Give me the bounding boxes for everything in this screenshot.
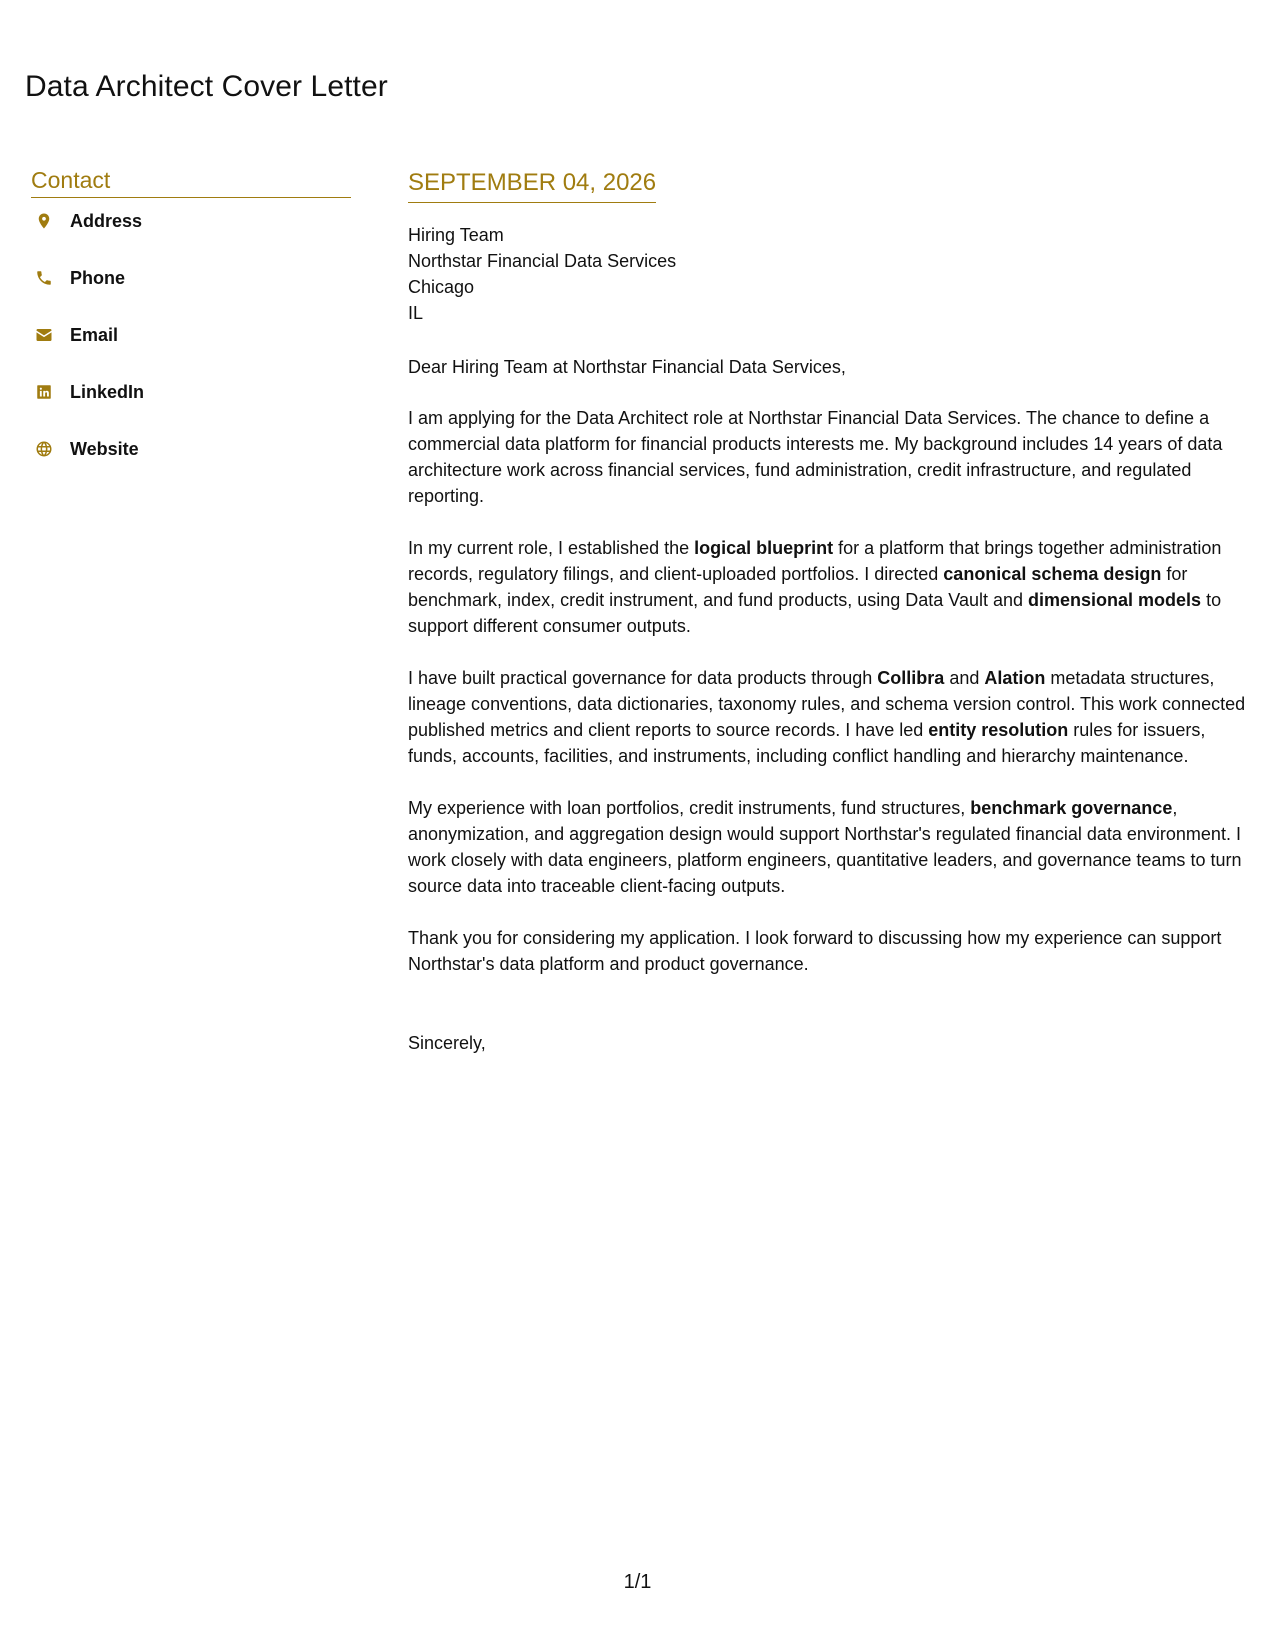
- closing: Sincerely,: [408, 1033, 486, 1053]
- contact-item-website[interactable]: [31, 436, 351, 462]
- salutation: Dear Hiring Team at Northstar Financial Data Services,: [408, 357, 846, 377]
- contact-heading: Contact: [31, 166, 351, 198]
- paragraph-2: [408, 535, 1253, 639]
- paragraph-3-bold-3: entity resolution: [928, 720, 1069, 740]
- paragraph-1: I am applying for the Data Architect role at Northstar Financial Data Services. The chance to define a commercial data platform for financial products interests me. My background includes 14 years of data architecture work across financial services, fund administration, credit infrastructure, and regulated reporting.: [408, 408, 1223, 506]
- recipient-line-2: Northstar Financial Data Services: [408, 251, 677, 271]
- paragraph-4-bold-1: benchmark governance: [970, 798, 1173, 818]
- recipient-line-4: IL: [408, 303, 424, 323]
- paragraph-3-text-4: rules for issuers, funds, accounts, facilities, and instruments, including conflict handling and hierarchy maintenance.: [408, 720, 1206, 766]
- phone-icon: [32, 266, 56, 290]
- contact-label-email: Email: [70, 324, 119, 345]
- contact-label-phone: Phone: [70, 267, 126, 288]
- paragraph-2-text-4: to support different consumer outputs.: [408, 590, 1222, 636]
- paragraph-3-text-3: metadata structures, lineage conventions, data dictionaries, taxonomy rules, and schema version control. This work connected published metrics and client reports to source records. I have led: [408, 668, 1246, 740]
- contact-label-website: Website: [70, 438, 139, 459]
- paragraph-5: Thank you for considering my application. I look forward to discussing how my experience can support Northstar's data platform and product governance.: [408, 928, 1222, 974]
- contact-item-linkedin[interactable]: [31, 379, 351, 405]
- paragraph-3: [408, 665, 1253, 769]
- contact-item-phone[interactable]: [31, 265, 351, 291]
- envelope-icon: [32, 323, 56, 347]
- recipient-line-1: Hiring Team: [408, 225, 504, 245]
- paragraph-2-bold-1: logical blueprint: [694, 538, 834, 558]
- map-pin-icon: [32, 209, 56, 233]
- paragraph-2-text-1: In my current role, I established the: [408, 538, 695, 558]
- contact-label-address: Address: [70, 210, 143, 231]
- recipient-line-3: Chicago: [408, 277, 475, 297]
- recipient-address: [408, 222, 1253, 326]
- paragraph-2-bold-3: dimensional models: [1028, 590, 1202, 610]
- contact-sidebar: [31, 166, 351, 493]
- letter-date: SEPTEMBER 04, 2026: [408, 169, 657, 196]
- contact-item-address[interactable]: [31, 208, 351, 234]
- paragraph-3-text-2: and: [944, 668, 985, 688]
- paragraph-4-text-2: , anonymization, and aggregation design would support Northstar's regulated financial data environment. I work closely with data engineers, platform engineers, quantitative leaders, and governance teams to turn source data into traceable client-facing outputs.: [408, 798, 1242, 896]
- linkedin-icon: [32, 380, 56, 404]
- contact-label-linkedin: LinkedIn: [70, 381, 145, 402]
- paragraph-3-bold-2: Alation: [984, 668, 1046, 688]
- paragraph-3-text-1: I have built practical governance for data products through: [408, 668, 878, 688]
- contact-list: [31, 208, 351, 462]
- paragraph-3-bold-1: Collibra: [877, 668, 945, 688]
- page-number: 1/1: [623, 1571, 652, 1593]
- document-title: Data Architect Cover Letter: [25, 70, 388, 103]
- paragraph-2-bold-2: canonical schema design: [943, 564, 1162, 584]
- contact-item-email[interactable]: [31, 322, 351, 348]
- paragraph-4-text-1: My experience with loan portfolios, credit instruments, fund structures,: [408, 798, 971, 818]
- paragraph-4: [408, 795, 1253, 899]
- letter-date-block: [408, 168, 656, 203]
- paragraph-2-text-3: for benchmark, index, credit instrument, and fund products, using Data Vault and: [408, 564, 1188, 610]
- globe-icon: [32, 437, 56, 461]
- paragraph-2-text-2: for a platform that brings together administration records, regulatory filings, and client-uploaded portfolios. I directed: [408, 538, 1222, 584]
- letter-body: [408, 168, 1253, 1056]
